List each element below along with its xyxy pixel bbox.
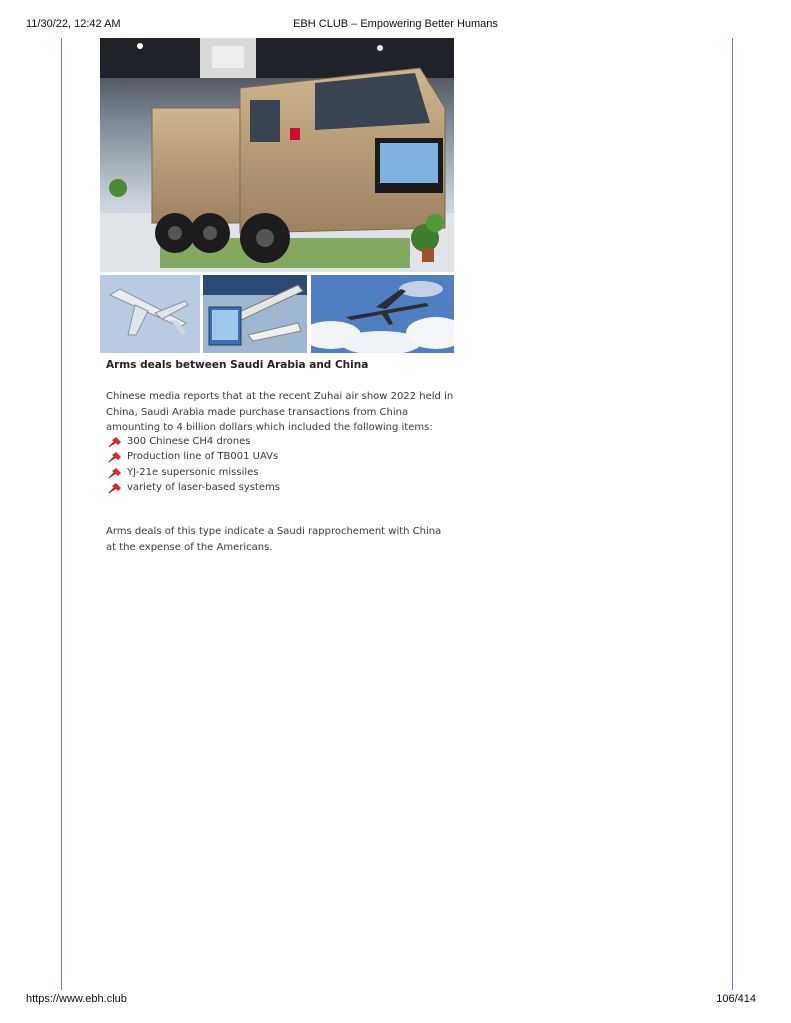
page-url[interactable]: https://www.ebh.club <box>26 993 127 1005</box>
pushpin-icon <box>108 481 124 494</box>
article-conclusion: Arms deals of this type indicate a Saudi rapprochement with China at the expense of the Americans. <box>106 526 442 553</box>
list-item <box>108 449 280 464</box>
pushpin-icon <box>108 466 124 479</box>
article-intro: Chinese media reports that at the recent Zuhai air show 2022 held in China, Saudi Arabia made purchase transactions from China amounting to 4 billion dollars which included the following items: <box>106 391 454 433</box>
list-item-label: variety of laser-based systems <box>127 481 280 493</box>
article-title: Arms deals between Saudi Arabia and China <box>106 359 369 371</box>
aircraft-photo <box>100 275 200 353</box>
list-item-label: YJ-21e supersonic missiles <box>127 466 259 478</box>
pushpin-icon <box>108 450 124 463</box>
print-site-title: EBH CLUB – Empowering Better Humans <box>293 18 498 30</box>
list-item <box>108 465 280 480</box>
list-item <box>108 480 280 495</box>
purchase-items-list <box>108 434 280 495</box>
page-number: 106/414 <box>716 993 756 1005</box>
pushpin-icon <box>108 435 124 448</box>
missile-display-photo <box>203 275 307 353</box>
drone-in-sky-photo <box>311 275 454 353</box>
list-item-label: Production line of TB001 UAVs <box>127 451 279 463</box>
print-datetime: 11/30/22, 12:42 AM <box>26 18 121 30</box>
page-border-left <box>61 38 62 990</box>
page-border-right <box>732 38 733 990</box>
list-item-label: 300 Chinese CH4 drones <box>127 436 251 447</box>
military-truck-photo <box>100 38 454 272</box>
list-item <box>108 434 280 449</box>
